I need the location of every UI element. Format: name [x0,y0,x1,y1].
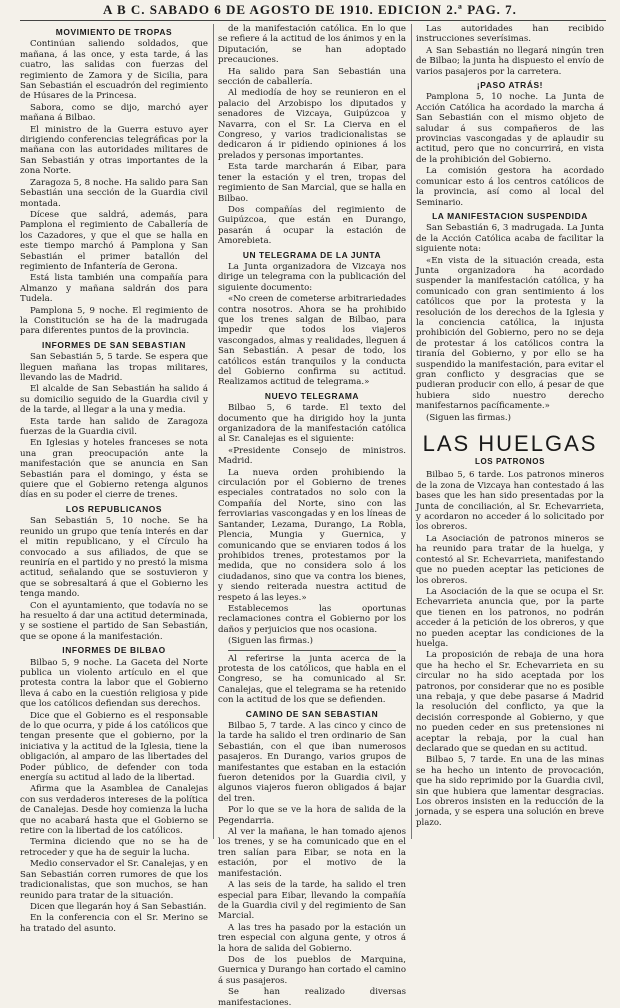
paragraph: Por lo que se ve la hora de salida de la Pegendarria. [218,805,406,826]
paragraph: San Sebastián 5, 5 tarde. Se espera que lleguen mañana las tropas militares, llevando las de Madrid. [20,352,208,383]
paragraph: En la conferencia con el Sr. Merino se ha tratado del asunto. [20,913,208,934]
column-2 [218,24,406,1008]
section-heading: MOVIMIENTO DE TROPAS [55,27,173,37]
paragraph: La comisión gestora ha acordado comunicar esto á los centros católicos de la provincia, así como al local del Seminario. [416,166,604,208]
paragraph: La nueva orden prohibiendo la circulación por el Gobierno de trenes especiales contratados no solo con la Compañía del Norte, sino con las ferroviarias vascongadas y en los líneas de Santander, Lezama, Durango, La Robla, Plencia, Mungia y Guernica, y comunicando que se enviaren todos á los prohibidos trenes, protestamos por la medida, que no considera solo á los ciudadanos, sino que va contra los bienes, y siendo reiterada nuestra actitud de respeto á las leyes.» [218,467,406,603]
paragraph: A San Sebastián no llegará ningún tren de Bilbao; la junta ha dispuesto el envío de varios pasajeros por la carretera. [416,45,604,77]
page-masthead: A B C. SABADO 6 DE AGOSTO DE 1910. EDICION 2.ª PAG. 7. [103,2,517,17]
section-heading: CAMINO DE SAN SEBASTIAN [245,708,379,719]
section-heading: LOS REPUBLICANOS [65,503,163,514]
section-heading: LA MANIFESTACION SUSPENDIDA [432,210,588,221]
paragraph: Las autoridades han recibido instrucciones severísimas. [416,24,604,45]
paragraph: Esta tarde marcharán á Eibar, para tener la estación y el tren, tropas del regimiento de San Marcial, que se halla en Bilbao. [218,162,406,204]
paragraph: Dice que el Gobierno es el responsable de lo que ocurra, y pide á los católicos que tengan presente que el gobierno, por la iniciativa y la actitud de la Iglesia, tiene la obligación, al amparo de las libertades del Poder público, de defender con toda energía su actitud al lado de la libertad. [20,710,208,784]
paragraph: En Iglesias y hoteles franceses se nota una gran preocupación ante la manifestación que se anuncia en San Sebastián para el domingo, y ésta se quiere que el Gobierno retenga algunos días en su poder el cierre de trenes. [20,438,208,501]
paragraph: Pamplona 5, 9 noche. El regimiento de la Constitución se ha de la madrugada para diferentes puntos de la provincia. [20,305,208,337]
section-heading: UN TELEGRAMA DE LA JUNTA [242,249,382,260]
paragraph: Bilbao 5, 7 tarde. A las cinco y cinco de la tarde ha salido el tren ordinario de San Sebastián, con el que iban numerosos pasajeros. En Durango, varios grupos de manifestantes que estaban en la estación fueron detenidos por la Guardia civil, y algunos viajeros fueron obligados á bajar del tren. [218,721,406,804]
columns-container [20,24,606,1008]
section-heading: NUEVO TELEGRAMA [264,390,360,401]
paragraph: Dos compañías del regimiento de Guipúzcoa, que están en Durango, pasarán á ocupar la estación de Amorebieta. [218,204,406,247]
paragraph: (Siguen las firmas.) [426,412,511,423]
paragraph: Al referirse la junta acerca de la protesta de los católicos, que habla en el Congreso, se ha comunicado al Sr. Canalejas, que el telegrama se ha retenido con la actitud de los que se defienden. [218,653,406,706]
top-rule [20,20,606,21]
column-1 [20,24,208,934]
paragraph: Esta tarde han salido de Zaragoza fuerzas de la Guardia civil. [20,416,208,438]
section-heading: INFORMES DE BILBAO [62,645,166,656]
paragraph: Dicen que llegarán hoy á San Sebastián. [30,901,207,912]
paragraph: Al ver la mañana, le han tomado ajenos los trenes, y se ha comunicado que en el tren salían para Eibar, se nota en la estación, por el motivo de la manifestación. [218,827,406,879]
paragraph: (Siguen las firmas.) [228,636,313,647]
paragraph: Ha salido para San Sebastián una sección de caballería. [218,66,406,88]
paragraph: El ministro de la Guerra estuvo ayer dirigiendo conferencias telegráficas por la mañana con las autoridades militares de San Sebastián y otras importantes de la zona Norte. [20,124,208,177]
paragraph: «No creen de cometerse arbitrariedades contra nosotros. Ahora se ha prohibido que los trenes salgan de Bilbao, para impedir que todos los viajeros vascongados, almas y realidades, lleguen á San Sebastián. A pesar de todo, los católicos están tranquilos y la conducta del Gobierno confirma su actitud. Realizamos actitud de telegrama.» [218,294,406,388]
section-divider [228,650,396,651]
paragraph: El alcalde de San Sebastián ha salido á su domicilio seguido de la Guardia civil y de la tarde, al llegar a la una y media. [20,384,208,416]
paragraph: San Sebastián 5, 10 noche. Se ha reunido un grupo que tenía interés en dar el mitin republicano, y el Círculo ha convocado a sus afiliados, de que se reuniría en el partido y no prestó la misma actitud, señalando que se sostuvieron y que se sobresaltará á que el Gobierno les tenga mando. [20,516,208,600]
paragraph: Dos de los pueblos de Marquina, Guernica y Durango han cortado el camino á sus pasajeros. [218,954,406,986]
paragraph: Bilbao 5, 9 noche. La Gaceta del Norte publica un violento artículo en el que protesta contra la labor que el Gobierno lleva á cabo en la cuestión religiosa y pide que los católicos defiendan sus derechos. [20,657,208,710]
paragraph: Afirma que la Asamblea de Canalejas con sus verdaderos intereses de la política de Canalejas. Desde hoy comienza la lucha que no acabará hasta que el Gobierno se retire con la libertad de los católicos. [20,784,208,837]
section-heading: LAS HUELGAS [422,431,598,457]
paragraph: Bilbao 5, 6 tarde. El texto del documento que ha dirigido hoy la junta organizadora de la manifestación católica al Sr. Canalejas es el siguiente: [218,403,406,445]
paragraph: Se han realizado diversas manifestaciones. [218,987,406,1008]
paragraph: Establecemos las oportunas reclamaciones contra el Gobierno por los daños y perjuicios que nos ocasiona. [218,603,406,635]
paragraph: Dícese que saldrá, además, para Pamplona el regimiento de Caballería de los Cazadores, y que el que se halla en este tiempo marchó á Pamplona y San Sebastián el primer batallón del regimiento de Infantería de Gerona. [20,209,208,272]
column-3 [416,24,604,839]
paragraph: La proposición de rebaja de una hora que ha hecho el Sr. Echevarrieta en su circular no ha sido aceptada por los patronos, por considerar que no es posible una rebaja, y que debe pasarse á Madrid la resolución del conflicto, ya que la decisión corresponde al Gobierno, y que no pueden ceder en sus pretensiones ni aceptar la rebaja, por la cual han declarado que se quedan en su actitud. [416,650,604,754]
paragraph: Sabora, como se dijo, marchó ayer mañana á Bilbao. [20,102,208,124]
paragraph: Medio conservador el Sr. Canalejas, y en San Sebastián corren rumores de que los tradicionalistas, que son muchos, se han reunido para tratar de la situación. [20,859,208,901]
paragraph: A las seis de la tarde, ha salido el tren especial para Eibar, llevando la compañía de la Guardia civil y del regimiento de San Marcial. [218,880,406,922]
paragraph: La Asociación de la que se ocupa el Sr. Echevarrieta anuncia que, por la parte que tienen en los patronos, no podrán acceder á la petición de los obreros, y que no pueden aceptar las condiciones de la huelga. [416,586,604,649]
paragraph: A las tres ha pasado por la estación un tren especial con alguna gente, y otros á la hora de salida del Gobierno. [218,922,406,954]
section-heading: INFORMES DE SAN SEBASTIAN [42,339,186,350]
column-divider-1 [213,24,214,839]
paragraph: Está lista también una compañía para Almanzo y mañana saldrán dos para Tudela. [20,273,208,305]
section-heading: ¡PASO ATRÁS! [476,80,544,91]
paragraph: Pamplona 5, 10 noche. La Junta de Acción Católica ha acordado la marcha á San Sebastián con el mismo objeto de saludar á sus compañeros de las provincias vascongadas y de aplaudir su actitud, pero que no concurrirá, en vista de la prohibición del Gobierno. [416,92,604,165]
paragraph: Con el ayuntamiento, que todavía no se ha resuelto á dar una actitud determinada, y se sostiene el partido de San Sebastián, que se opone á la manifestación. [20,600,208,642]
paragraph: Bilbao 5, 7 tarde. En una de las minas se ha hecho un intento de provocación, que ha sido reprimido por la Guardia civil, sin que hubiera que lamentar desgracias. Los obreros insisten en la reducción de la jornada, y se espera una solución en breve plazo. [416,755,604,828]
paragraph: Zaragoza 5, 8 noche. Ha salido para San Sebastián una sección de la Guardia civil montada. [20,177,208,209]
paragraph: de la manifestación católica. En lo que se refiere á la actitud de los ánimos y en la Diputación, se han adoptado precauciones. [218,24,406,66]
paragraph: Termina diciendo que no se ha de retroceder y que ha de seguir la lucha. [20,837,208,858]
paragraph: La Junta organizadora de Vizcaya nos dirige un telegrama con la publicación del siguiente documento: [218,261,406,293]
paragraph: La Asociación de patronos mineros se ha reunido para tratar de la huelga, y contestó al Sr. Echevarrieta, manifestando que no pueden aceptar las peticiones de los obreros. [416,533,604,586]
paragraph: «Presidente Consejo de ministros. Madrid. [218,445,406,467]
section-heading: LOS PATRONOS [474,457,546,467]
paragraph: Al mediodía de hoy se reunieron en el palacio del Arzobispo los diputados y senadores de Vizcaya, Guipúzcoa y Navarra, con el Sr. La Cierva en el Congreso, y varios tradicionalistas se dedicaron á ir pidiendo opiniones á los prelados y personas importantes. [218,88,406,161]
paragraph: Continúan saliendo soldados, que mañana, á las once, y esta tarde, á las cuatro, las salidas con fuerzas del regimiento de Zamora y de Sicilia, para San Sebastián el escuadrón del regimiento de Húsares de la Princesa. [20,39,208,102]
paragraph: San Sebastián 6, 3 madrugada. La Junta de la Acción Católica acaba de facilitar la siguiente nota: [416,223,604,255]
column-divider-2 [411,24,412,839]
paragraph: Bilbao 5, 6 tarde. Los patronos mineros de la zona de Vizcaya han contestado á las bases que les han sido presentadas por la Junta de conciliación, al Sr. Echevarrieta, y acordaron no acceder á lo solicitado por los obreros. [416,470,604,533]
paragraph: «En vista de la situación creada, esta Junta organizadora ha acordado suspender la manifestación católica, y ha comunicado con gran sentimiento á los católicos que por la protesta y la resolución de los derechos de la Iglesia y la conciencia católica, la injusta prohibición del Gobierno, pero no se deja de protestar á los católicos contra la tiranía del Gobierno, y por ello se ha suspendido la manifestación, para evitar el gran conflicto y desgracias que se pudieran producir con ello, á pesar de que hubiera sido nuestro derecho manifestarnos pacíficamente.» [416,255,604,412]
